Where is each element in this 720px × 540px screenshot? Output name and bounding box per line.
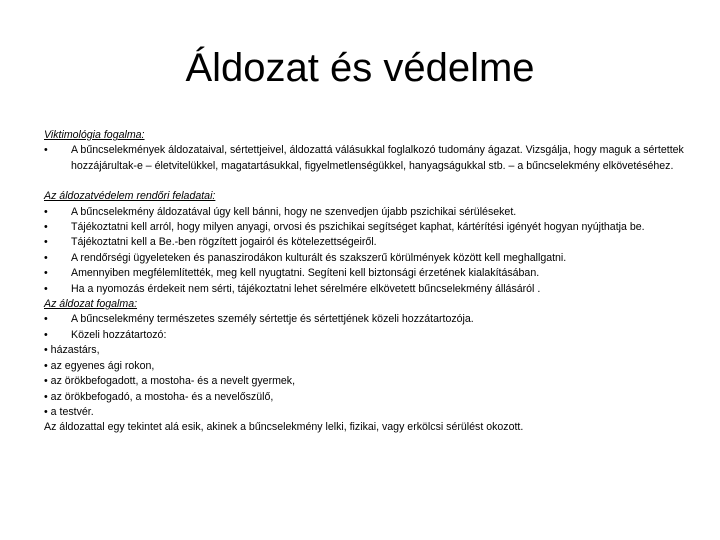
bullet-icon: •: [44, 344, 48, 357]
bullet-item: [44, 266, 684, 281]
bullet-item: [44, 251, 684, 266]
section-heading-police-duties: Az áldozatvédelem rendőri feladatai:: [44, 190, 216, 203]
bullet-icon: •: [44, 375, 48, 388]
bullet-text: A bűncselekmény áldozatával úgy kell bánni, hogy ne szenvedjen újabb pszichikai sérüléseket.: [71, 205, 517, 218]
bullet-item: [44, 220, 684, 235]
sub-list-item: [44, 405, 684, 420]
section-heading-victimology: Viktimológia fogalma:: [44, 129, 145, 141]
sub-list-text: az örökbefogadó, a mostoha- és a nevelőszülő,: [50, 390, 274, 403]
bullet-item: [44, 205, 684, 220]
bullet-item: [44, 143, 684, 174]
bullet-item: [44, 328, 684, 343]
bullet-icon: •: [44, 359, 48, 372]
bullet-icon: •: [44, 267, 48, 280]
bullet-icon: •: [44, 236, 48, 249]
bullet-icon: •: [44, 144, 48, 157]
bullet-icon: •: [44, 282, 48, 295]
bullet-text: Tájékoztatni kell arról, hogy milyen anyagi, orvosi és pszichikai segítséget kaphat, kártérítési igényét hogyan nyújthatja be.: [71, 221, 645, 234]
sub-list-text: az egyenes ági rokon,: [50, 359, 155, 372]
slide-title: Áldozat és védelme: [185, 46, 535, 90]
bullet-text: A rendőrségi ügyeleteken és panaszirodákon kulturált és szakszerű körülmények között kell meghallgatni.: [71, 251, 567, 264]
bullet-icon: •: [44, 251, 48, 264]
sub-list-item: [44, 359, 684, 374]
section-heading-victim-definition: Az áldozat fogalma:: [44, 298, 138, 311]
sub-list-item: [44, 343, 684, 358]
bullet-item: [44, 312, 684, 327]
bullet-text: A bűncselekmény természetes személy sértettje és sértettjének közeli hozzátartozója.: [71, 313, 474, 326]
sub-list-item: [44, 374, 684, 389]
sub-list-text: házastárs,: [50, 344, 100, 357]
bullet-icon: •: [44, 205, 48, 218]
sub-list-item: [44, 390, 684, 405]
spacer: [44, 174, 684, 189]
closing-statement: Az áldozattal egy tekintet alá esik, akinek a bűncselekmény lelki, fizikai, vagy erkölcsi sérülést okozott.: [44, 421, 524, 434]
bullet-icon: •: [44, 405, 48, 418]
bullet-text: Tájékoztatni kell a Be.-ben rögzített jogairól és kötelezettségeiről.: [71, 236, 377, 249]
bullet-text: Amennyiben megfélemlítették, meg kell nyugtatni. Segíteni kell biztonsági érzetének kialakításában.: [71, 267, 540, 280]
sub-list-text: a testvér.: [50, 405, 94, 418]
bullet-icon: •: [44, 221, 48, 234]
bullet-icon: •: [44, 313, 48, 326]
bullet-icon: •: [44, 328, 48, 341]
bullet-item: [44, 282, 684, 297]
bullet-icon: •: [44, 390, 48, 403]
bullet-text: Ha a nyomozás érdekeit nem sérti, tájékoztatni lehet sérelmére elkövetett bűncselekmény állásáról .: [71, 282, 541, 295]
slide-content: [44, 128, 684, 436]
sub-list-text: az örökbefogadott, a mostoha- és a nevelt gyermek,: [50, 375, 296, 388]
bullet-item: [44, 235, 684, 250]
bullet-text: Közeli hozzátartozó:: [71, 328, 167, 341]
bullet-text: A bűncselekmények áldozataival, sértettjeivel, áldozattá válásukkal foglalkozó tudomány ágazat. Vizsgálja, hogy maguk a sértettek hozzájárultak-e – életvitelükkel, magatartásukkal, figyelmetlenségükkel, hanyagságukkal stb. – a bűncselekmény elkövetéséhez.: [71, 144, 684, 172]
